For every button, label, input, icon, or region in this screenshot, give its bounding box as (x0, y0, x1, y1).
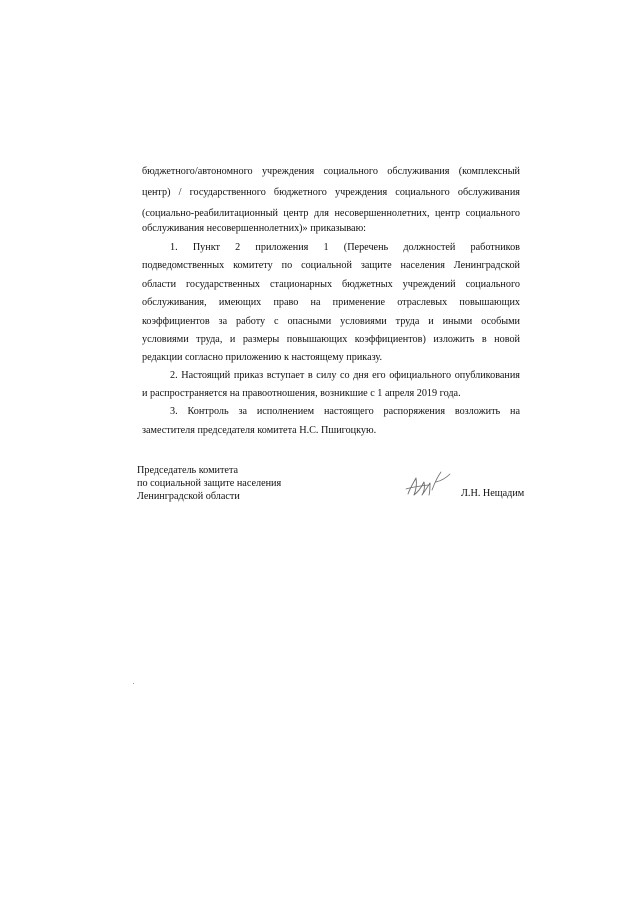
signatory-position-line-3: Ленинградской области (137, 491, 240, 502)
scan-speck (133, 683, 134, 684)
body-line-4: обслуживания несовершеннолетних)» приказываю: (142, 223, 367, 234)
paragraph-1-line-5: коэффициентов за работу с опасными условиями труда и иными особыми (142, 316, 520, 327)
handwritten-signature (402, 468, 454, 500)
body-line-3: (социально-реабилитационный центр для несовершеннолетних, центр социального (142, 208, 520, 219)
paragraph-1-line-2: подведомственных комитету по социальной защите населения Ленинградской (142, 260, 520, 271)
signatory-position-line-1: Председатель комитета (137, 465, 239, 476)
paragraph-2-line-1: 2. Настоящий приказ вступает в силу со дня его официального опубликования (170, 370, 520, 381)
paragraph-1-line-7: редакции согласно приложению к настоящему приказу. (142, 352, 383, 363)
paragraph-1-line-3: области государственных стационарных бюджетных учреждений социального (142, 279, 520, 290)
paragraph-3-line-1: 3. Контроль за исполнением настоящего распоряжения возложить на (170, 406, 520, 417)
paragraph-1-line-4: обслуживания, имеющих право на применение отраслевых повышающих (142, 297, 520, 308)
body-line-1: бюджетного/автономного учреждения социального обслуживания (комплексный (142, 166, 520, 177)
paragraph-3-line-2: заместителя председателя комитета Н.С. Пшигоцкую. (142, 425, 377, 436)
paragraph-1-line-1: 1. Пункт 2 приложения 1 (Перечень должностей работников (170, 242, 520, 253)
paragraph-1-line-6: условиями труда, и размеры повышающих коэффициентов) изложить в новой (142, 334, 520, 345)
signatory-position-line-2: по социальной защите населения (137, 478, 282, 489)
paragraph-2-line-2: и распространяется на правоотношения, возникшие с 1 апреля 2019 года. (142, 388, 461, 399)
signatory-name: Л.Н. Нещадим (461, 488, 525, 499)
body-line-2: центр) / государственного бюджетного учреждения социального обслуживания (142, 187, 520, 198)
